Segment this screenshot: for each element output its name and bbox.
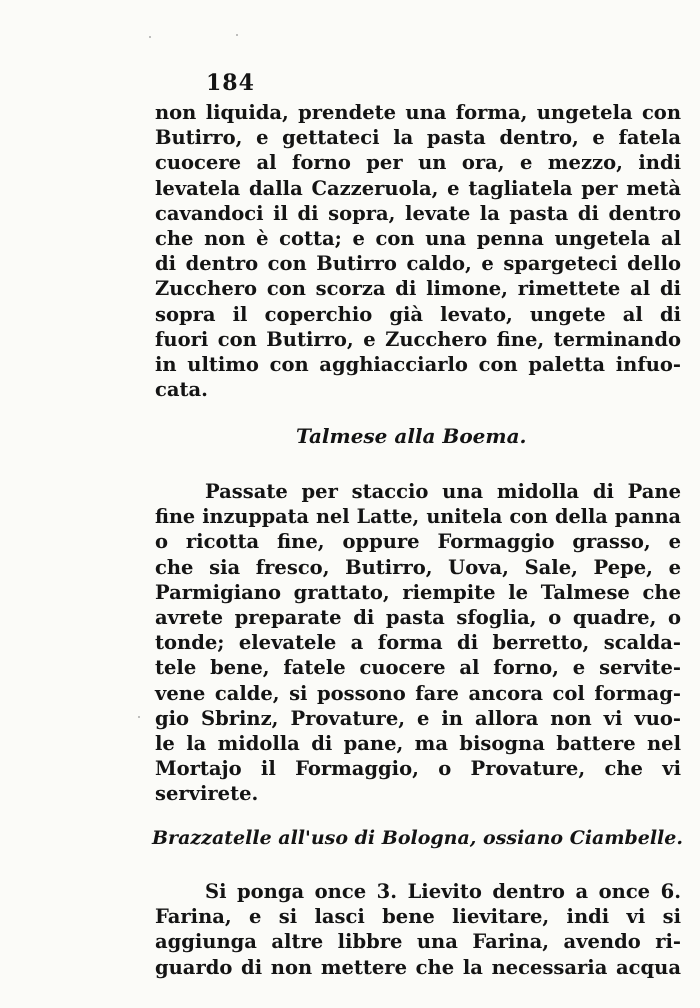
- talmese-paragraph: [155, 479, 681, 806]
- text-line: le la midolla di pane, ma bisogna battere nel: [155, 731, 681, 755]
- text-line: levatela dalla Cazzeruola, e tagliatela per metà: [155, 176, 681, 200]
- text-line: gio Sbrinz, Provature, e in allora non vi vuo-: [155, 706, 681, 730]
- text-line: guardo di non mettere che la necessaria acqua: [155, 955, 681, 979]
- text-line: vene calde, si possono fare ancora col formag-: [155, 681, 681, 705]
- recipe-title-brazzatelle: Brazzatelle all'uso di Bologna, ossiano Ciambelle.: [152, 827, 683, 849]
- text-line: aggiunga altre libbre una Farina, avendo ri-: [155, 930, 681, 954]
- text-line: fine inzuppata nel Latte, unitela con della panna: [155, 505, 681, 529]
- text-line: cuocere al forno per un ora, e mezzo, indi: [155, 151, 681, 175]
- paper-speck: [149, 36, 151, 38]
- recipe-continuation-paragraph: [155, 100, 681, 402]
- brazzatelle-paragraph: [155, 879, 681, 980]
- text-line: Si ponga once 3. Lievito dentro a once 6.: [205, 880, 681, 903]
- page-number: 184: [206, 70, 255, 96]
- text-line: cata.: [155, 378, 208, 402]
- text-line: tonde; elevatele a forma di berretto, scalda-: [155, 631, 681, 655]
- text-line: o ricotta fine, oppure Formaggio grasso, e: [155, 530, 681, 554]
- text-line: fuori con Butirro, e Zucchero fine, terminando: [155, 327, 681, 351]
- text-line: Parmigiano grattato, riempite le Talmese che: [155, 580, 681, 604]
- text-line: non liquida, prendete una forma, ungetela con: [155, 101, 681, 124]
- text-line: Butirro, e gettateci la pasta dentro, e fatela: [155, 126, 681, 150]
- text-line: sopra il coperchio già levato, ungete al di: [155, 302, 681, 326]
- text-line: che sia fresco, Butirro, Uova, Sale, Pepe, e: [155, 555, 681, 579]
- text-line: Passate per staccio una midolla di Pane: [205, 480, 681, 503]
- paper-speck: [138, 716, 140, 718]
- text-line: cavandoci il di sopra, levate la pasta di dentro: [155, 201, 681, 225]
- text-line: Zucchero con scorza di limone, rimettete al di: [155, 277, 681, 301]
- text-line: tele bene, fatele cuocere al forno, e servite-: [155, 656, 681, 680]
- text-line: in ultimo con agghiacciarlo con paletta infuo-: [155, 352, 681, 376]
- text-line: avrete preparate di pasta sfoglia, o quadre, o: [155, 605, 681, 629]
- text-line: Farina, e si lasci bene lievitare, indi vi si: [155, 905, 681, 929]
- recipe-title-talmese: Talmese alla Boema.: [296, 424, 527, 448]
- text-line: servirete.: [155, 782, 259, 806]
- text-line: Mortajo il Formaggio, o Provature, che vi: [155, 757, 681, 781]
- text-line: di dentro con Butirro caldo, e spargeteci dello: [155, 252, 681, 276]
- text-line: che non è cotta; e con una penna ungetela al: [155, 226, 681, 250]
- paper-speck: [236, 34, 238, 36]
